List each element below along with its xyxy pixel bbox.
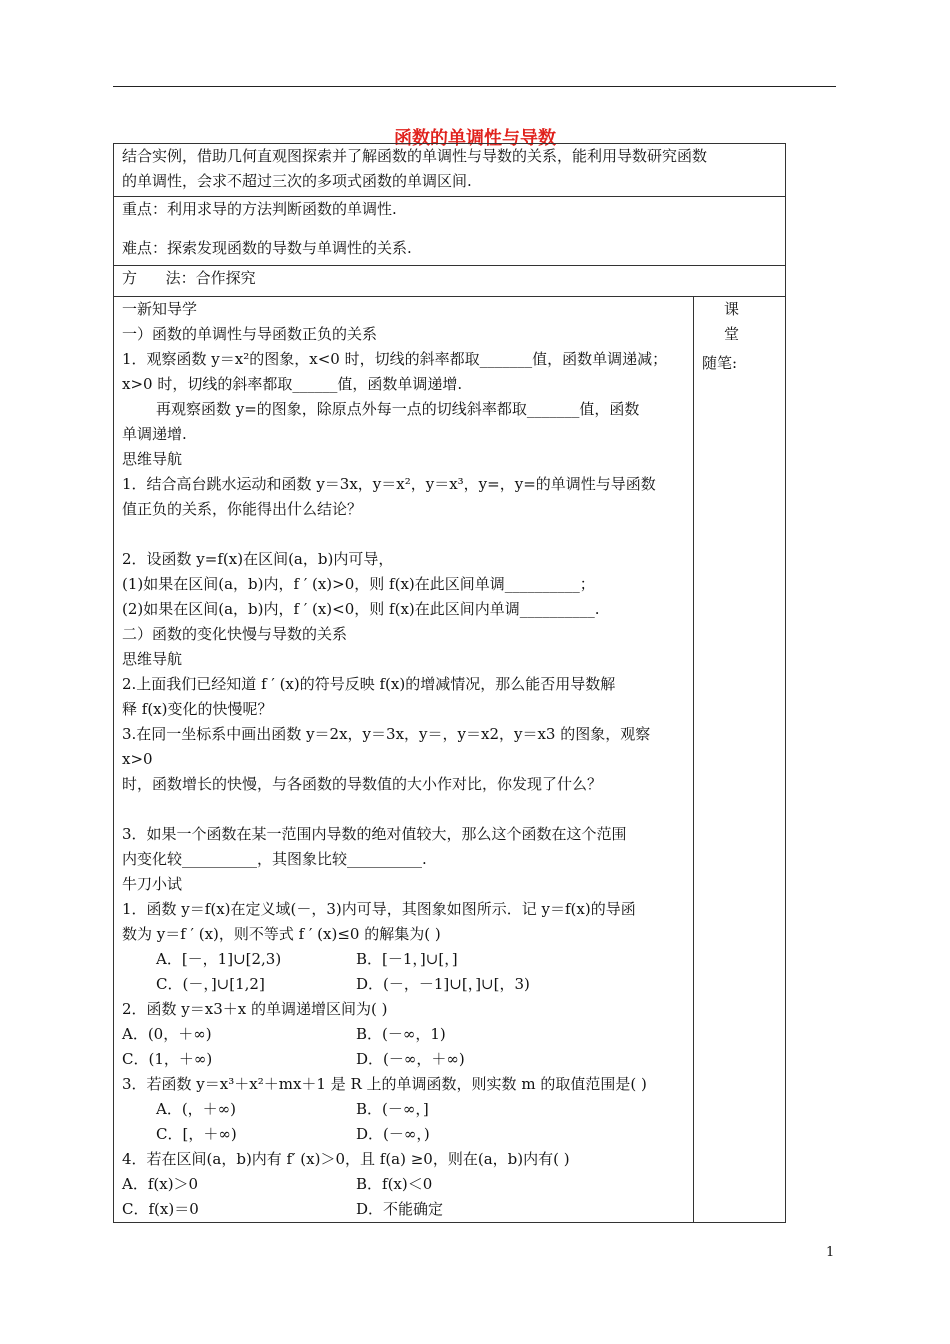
method-cell: 方 法：合作探究: [114, 266, 786, 297]
content-line: 2.上面我们已经知道 f ′ (x)的符号反映 f(x)的增减情况，那么能否用导数解: [122, 675, 616, 693]
content-line: x>0 时，切线的斜率都取______值，函数单调递增.: [122, 375, 463, 393]
content-line: 3.在同一坐标系中画出函数 y＝2x，y＝3x，y＝，y＝x2，y＝x3 的图象，观察 x>0: [122, 725, 651, 768]
option-b: B．(－∞，]: [356, 1100, 429, 1118]
content-line: 3．如果一个函数在某一范围内导数的绝对值较大，那么这个函数在这个范围: [122, 825, 627, 843]
options-row: [122, 1172, 685, 1197]
question-2: 2．函数 y＝x3＋x 的单调递增区间为( ): [122, 1000, 388, 1018]
content-line: 二）函数的变化快慢与导数的关系: [122, 625, 348, 643]
option-d: D．(－，－1]∪[，]∪[，3): [356, 975, 530, 993]
content-line: 释 f(x)变化的快慢呢？: [122, 700, 273, 718]
goal-row: [114, 144, 786, 197]
goal-line-2: 的单调性，会求不超过三次的多项式函数的单调区间.: [122, 172, 472, 190]
option-a: A．f(x)＞0: [122, 1175, 199, 1193]
option-d: D．(－∞，＋∞): [356, 1050, 465, 1068]
option-b: B．(－∞，1): [356, 1025, 446, 1043]
notes-label-line-2: 随笔:: [702, 354, 738, 372]
option-c: C．[，＋∞): [156, 1125, 237, 1143]
content-line: 一新知导学: [122, 300, 198, 318]
option-a: A．(，＋∞): [156, 1100, 237, 1118]
option-b: B．f(x)＜0: [356, 1175, 433, 1193]
header-rule: [113, 86, 836, 87]
keypoints-row: [114, 197, 786, 266]
question-4: 4．若在区间(a，b)内有 f′ (x)＞0，且 f(a) ≥0，则在(a，b)内有( ): [122, 1150, 570, 1168]
notes-label-line-1: 课堂: [724, 300, 762, 343]
options-row: [122, 1122, 685, 1147]
content-line: 值正负的关系，你能得出什么结论？: [122, 500, 363, 518]
focus-text: 重点：利用求导的方法判断函数的单调性.: [122, 200, 397, 218]
options-row: [122, 1197, 685, 1222]
content-line: 思维导航: [122, 650, 183, 668]
notes-cell: [694, 297, 786, 1223]
question-3: 3．若函数 y＝x³＋x²＋mx＋1 是 R 上的单调函数，则实数 m 的取值范围是( ): [122, 1075, 647, 1093]
option-a: A．(0，＋∞): [122, 1025, 212, 1043]
method-row: [114, 266, 786, 297]
options-row: [122, 1047, 685, 1072]
option-d: D．不能确定: [356, 1200, 444, 1218]
option-c: C．(－，]∪[1,2]: [156, 975, 265, 993]
content-line: 时，函数增长的快慢，与各函数的导数值的大小作对比，你发现了什么？: [122, 775, 603, 793]
content-line: 思维导航: [122, 450, 183, 468]
option-b: B．[－1，]∪[，]: [356, 950, 458, 968]
content-line: 1．函数 y＝f(x)在定义域(－，3)内可导，其图象如图所示．记 y＝f(x)的导函: [122, 900, 636, 918]
options-row: [122, 1022, 685, 1047]
content-line: 1．观察函数 y＝x²的图象，x<0 时，切线的斜率都取_______值，函数单调递减；: [122, 350, 668, 368]
content-line: 单调递增.: [122, 425, 187, 443]
content-line: 内变化较__________，其图象比较__________.: [122, 850, 427, 868]
content-line: 2．设函数 y=f(x)在区间(a，b)内可导，: [122, 550, 394, 568]
difficulty-text: 难点：探索发现函数的导数与单调性的关系.: [122, 239, 412, 257]
content-line: (2)如果在区间(a，b)内，f ′ (x)<0，则 f(x)在此区间内单调__________.: [122, 600, 600, 618]
keypoints-cell: [114, 197, 786, 266]
option-c: C．f(x)＝0: [122, 1200, 199, 1218]
content-line: (1)如果在区间(a，b)内，f ′ (x)>0，则 f(x)在此区间单调__________；: [122, 575, 595, 593]
page-title: 函数的单调性与导数: [394, 128, 556, 149]
options-row: [122, 947, 685, 972]
goal-line-1: 结合实例，借助几何直观图探索并了解函数的单调性与导数的关系，能利用导数研究函数: [122, 147, 708, 165]
lesson-table: [113, 143, 786, 1223]
content-line: 数为 y＝f ′ (x)，则不等式 f ′ (x)≤0 的解集为( ): [122, 925, 441, 943]
content-line: 牛刀小试: [122, 875, 183, 893]
options-row: [122, 1097, 685, 1122]
content-line: 一）函数的单调性与导函数正负的关系: [122, 325, 378, 343]
goal-cell: [114, 144, 786, 197]
content-row: [114, 297, 786, 1223]
blank-line: [122, 797, 685, 822]
option-a: A．[－，1]∪[2,3): [156, 950, 282, 968]
blank-line: [122, 522, 685, 547]
option-d: D．(－∞，): [356, 1125, 430, 1143]
content-line: 1．结合高台跳水运动和函数 y＝3x，y＝x²，y＝x³，y=，y=的单调性与导函数: [122, 475, 656, 493]
content-cell: [114, 297, 694, 1223]
page-number: 1: [826, 1245, 835, 1260]
content-line: 再观察函数 y=的图象，除原点外每一点的切线斜率都取_______值，函数: [156, 400, 640, 418]
options-row: [122, 972, 685, 997]
option-c: C．(1，＋∞): [122, 1050, 213, 1068]
